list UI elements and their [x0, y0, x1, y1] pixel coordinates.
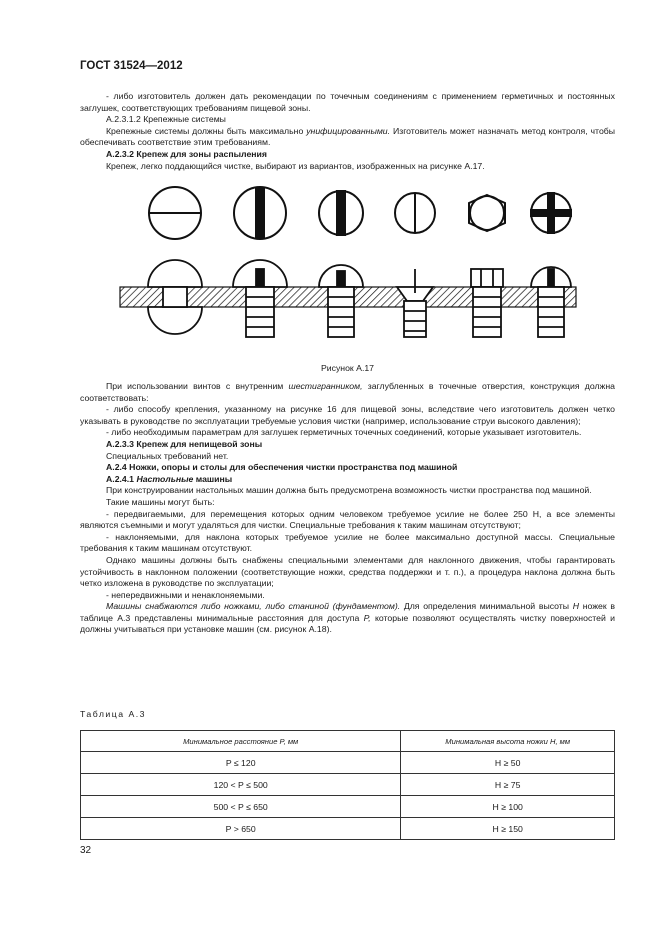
- paragraph: Машины снабжаются либо ножками, либо станиной (фундаментом). Для определения минимальной высоты H ножек в таблице А.3 представлены минимальные расстояния для доступа P, которые позволяют осуществлять чистку поверхностей и должны учитываться при установке машин (см. рисунок А.18).: [80, 601, 615, 635]
- text-block-top: [80, 91, 615, 172]
- table-cell: 500 < P ≤ 650: [81, 796, 401, 818]
- figure-caption: Рисунок А.17: [320, 363, 375, 373]
- table-cell: H ≥ 100: [401, 796, 615, 818]
- section-heading: А.2.3.3 Крепеж для непищевой зоны: [106, 438, 263, 449]
- paragraph: Крепежные системы должны быть максимально унифицированными. Изготовитель может назначать метод контроля, чтобы обеспечивать соответствие этим требованиям.: [80, 125, 615, 148]
- table-cell: P > 650: [81, 818, 401, 840]
- table-caption: Таблица А.3: [80, 709, 147, 719]
- paragraph: Специальных требований нет.: [106, 450, 229, 461]
- paragraph: При использовании винтов с внутренним шестигранником, заглубленных в точечные отверстия, конструкция должна соответствовать:: [80, 381, 615, 403]
- table-row: [81, 774, 615, 796]
- table-cell: H ≥ 150: [401, 818, 615, 840]
- section-heading: А.2.3.1.2 Крепежные системы: [106, 114, 226, 125]
- column-header: Минимальное расстояние P, мм: [81, 731, 401, 752]
- page-number: 32: [80, 845, 92, 856]
- section-heading: А.2.3.2 Крепеж для зоны распыления: [106, 148, 267, 159]
- table-row: [81, 752, 615, 774]
- column-header: Минимальная высота ножки H, мм: [401, 731, 615, 752]
- paragraph: При конструировании настольных машин должна быть предусмотрена возможность чистки пространства под машиной.: [106, 485, 592, 496]
- table-cell: P ≤ 120: [81, 752, 401, 774]
- section-heading: А.2.4 Ножки, опоры и столы для обеспечения чистки пространства под машиной: [106, 462, 458, 473]
- document-header: ГОСТ 31524—2012: [80, 60, 183, 72]
- paragraph: - передвигаемыми, для перемещения которых одним человеком требуемое усилие не более 250 Н, а все элементы являются съемными и могут удаляться для чистки. Специальные требования к таким машинам отсутствуют;: [80, 508, 615, 531]
- paragraph: Однако машины должны быть снабжены специальными элементами для наклонного движения, чтобы гарантировать устойчивость в наклонном положении (соответствующие ножки, средства поддержки и т. п.), а процедура наклона должна быть четко изложена в руководстве по эксплуатации;: [80, 554, 615, 589]
- table-row: [81, 818, 615, 840]
- text-block-main: [80, 381, 615, 636]
- figure-a17-fasteners: [115, 183, 585, 348]
- table-a3: [80, 730, 615, 840]
- table-cell: H ≥ 75: [401, 774, 615, 796]
- table-row: [81, 796, 615, 818]
- paragraph: - либо необходимым параметрам для заглушек герметичных точечных соединений, которые указывает изготовитель.: [106, 427, 582, 438]
- table-cell: H ≥ 50: [401, 752, 615, 774]
- paragraph: - либо изготовитель должен дать рекомендации по точечным соединениям с применением герметичных и постоянных заглушек, соответствующих требованиям пищевой зоны.: [80, 91, 615, 113]
- table-cell: 120 < P ≤ 500: [81, 774, 401, 796]
- paragraph: Такие машины могут быть:: [106, 496, 215, 507]
- paragraph: Крепеж, легко поддающийся чистке, выбирают из вариантов, изображенных на рисунке А.17.: [106, 160, 485, 171]
- section-heading: А.2.4.1 Настольные машины: [106, 473, 233, 484]
- paragraph: - наклоняемыми, для наклона которых требуемое усилие не более максимально доступной массы. Специальные требования к таким машинам отсутствуют.: [80, 531, 615, 554]
- paragraph: - либо способу крепления, указанному на рисунке 16 для пищевой зоны, вследствие чего изготовитель должен четко указывать в руководстве по эксплуатации требуемые условия чистки (например, использование струи высокого давления);: [80, 404, 615, 426]
- table-header-row: [81, 731, 615, 752]
- paragraph: - непередвижными и ненаклоняемыми.: [106, 589, 265, 600]
